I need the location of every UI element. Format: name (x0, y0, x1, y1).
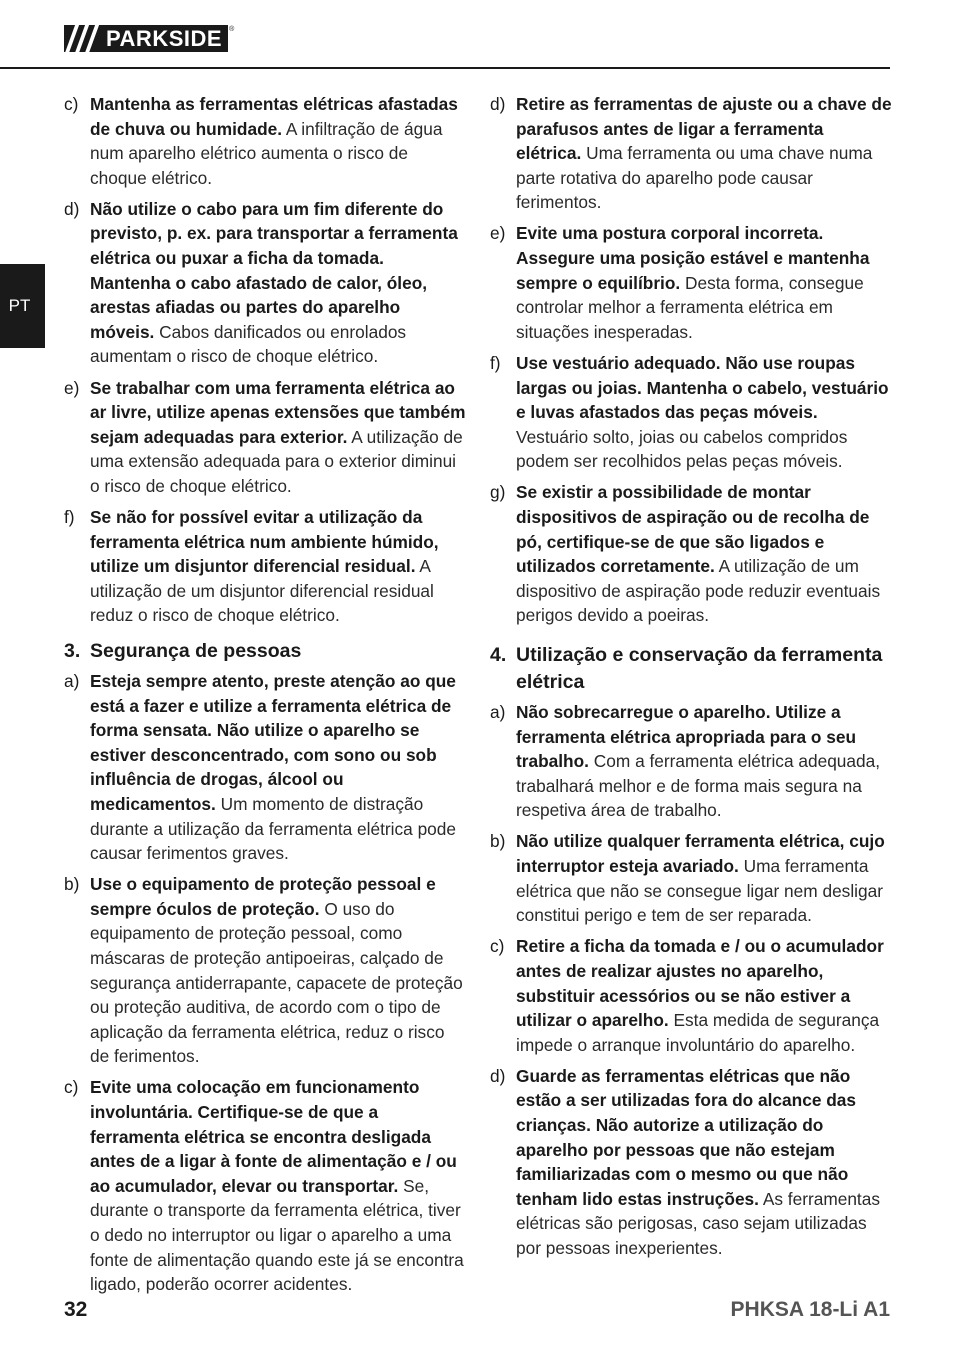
section-number: 3. (64, 639, 81, 662)
item-letter: e) (64, 377, 80, 398)
item-text (90, 1075, 466, 1296)
item-normal-text: Uma ferramenta ou uma chave numa parte rotativa do aparelho pode causar ferimentos. (516, 143, 873, 213)
item-bold-text: Retire as ferramentas de ajuste ou a chave de parafusos antes de ligar a ferramenta elétrica. (516, 94, 892, 164)
item-letter: a) (64, 670, 80, 691)
section-title: Utilização e conservação da ferramenta elétrica (516, 643, 883, 693)
item-bold-text: Não sobrecarregue o aparelho. Utilize a ferramenta elétrica apropriada para o seu trabalho. (516, 701, 857, 772)
item-text (516, 221, 892, 344)
item-letter: d) (64, 198, 80, 219)
item-letter: b) (490, 831, 506, 852)
language-tab: PT (0, 264, 45, 348)
item-bold-text: Não utilize qualquer ferramenta elétrica, cujo interruptor esteja avariado. (516, 831, 885, 877)
item-text (90, 505, 466, 628)
item-bold-text: Use vestuário adequado. Não use roupas largas ou joias. Mantenha o cabelo, vestuário e luvas afastados das peças móveis. (516, 352, 889, 423)
item-letter: a) (490, 701, 506, 722)
item-normal-text: A utilização de um disjuntor diferencial residual reduz o risco de choque elétrico. (90, 556, 434, 626)
section-number: 4. (490, 643, 507, 666)
item-bold-text: Evite uma postura corporal incorreta. Assegure uma posição estável e mantenha sempre o equilíbrio. (516, 223, 870, 293)
list-item (490, 1064, 892, 1261)
list-item (490, 829, 892, 927)
item-normal-text: O uso do equipamento de proteção pessoal, como máscaras de proteção antipoeiras, calçado de segurança antiderrapante, capacete de proteção ou proteção auditiva, de acordo com o tipo de aplicação da ferramenta elétrica, reduz o risco de ferimentos. (90, 898, 463, 1067)
page-number: 32 (64, 1298, 88, 1321)
item-normal-text: Esta medida de segurança impede o arranque involuntário do aparelho. (516, 1010, 880, 1055)
item-bold-text: Guarde as ferramentas elétricas que não estão a ser utilizadas fora do alcance das crianças. Não autorize a utilização do aparelho por pessoas que não estejam familiarizadas com o mesmo ou que não tenham lido estas instruções. (516, 1065, 857, 1209)
item-bold-text: Não utilize o cabo para um fim diferente do previsto, p. ex. para transportar a ferramenta elétrica ou puxar a ficha da tomada. Mantenha o cabo afastado de calor, óleo, arestas afiadas ou partes do aparelho móveis. (90, 198, 458, 342)
item-text (516, 480, 892, 628)
item-letter: b) (64, 874, 80, 895)
list-item (64, 505, 466, 628)
item-letter: f) (490, 352, 501, 373)
item-text (90, 376, 466, 499)
item-text (516, 829, 892, 927)
list-item (490, 221, 892, 344)
section-title: Segurança de pessoas (90, 639, 302, 662)
list-item (490, 934, 892, 1057)
item-text (516, 351, 892, 474)
item-normal-text: Um momento de distração durante a utilização da ferramenta elétrica pode causar ferimentos graves. (90, 793, 457, 864)
list-item (64, 669, 466, 866)
item-bold-text: Esteja sempre atento, preste atenção ao que está a fazer e utilize a ferramenta elétrica de forma sensata. Não utilize o aparelho se estiver desconcentrado, com sono ou sob influência de drogas, álcool ou medicamentos. (90, 670, 456, 814)
item-letter: c) (64, 94, 79, 114)
left-column (64, 92, 466, 1303)
list-item (64, 872, 466, 1069)
list-item (64, 1075, 466, 1296)
list-item (490, 92, 892, 215)
item-normal-text: As ferramentas elétricas são perigosas, caso sejam utilizadas por pessoas inexperientes. (516, 1188, 880, 1258)
list-item (490, 480, 892, 628)
item-bold-text: Se não for possível evitar a utilização da ferramenta elétrica num ambiente húmido, utilize um disjuntor diferencial residual. (90, 507, 439, 577)
item-text (516, 1064, 892, 1261)
registered-mark: ® (229, 26, 235, 33)
item-bold-text: Retire a ficha da tomada e / ou o acumulador antes de realizar ajustes no aparelho, substituir acessórios ou se não estiver a utilizar o aparelho. (516, 936, 884, 1031)
item-letter: f) (64, 507, 75, 527)
item-letter: e) (490, 223, 506, 244)
section-heading-4 (490, 642, 892, 696)
item-bold-text: Se trabalhar com uma ferramenta elétrica ao ar livre, utilize apenas extensões que também sejam adequadas para exterior. (90, 377, 466, 447)
item-letter: d) (490, 1065, 506, 1086)
item-text (90, 872, 466, 1069)
list-item (490, 700, 892, 823)
item-text (90, 669, 466, 866)
item-normal-text: Vestuário solto, joias ou cabelos compridos podem ser recolhidos pelas peças móveis. (516, 426, 848, 472)
list-item (64, 92, 466, 190)
item-text (90, 197, 466, 369)
item-text (516, 934, 892, 1057)
item-letter: c) (64, 1077, 79, 1098)
item-normal-text: Se, durante o transporte da ferramenta elétrica, tiver o dedo no interruptor ou ligar o aparelho a uma fonte de alimentação quando este já se encontra ligado, poderão ocorrer acidentes. (90, 1175, 464, 1295)
item-bold-text: Mantenha as ferramentas elétricas afastadas de chuva ou humidade. (90, 94, 458, 139)
list-item (64, 376, 466, 499)
right-column (490, 92, 892, 1267)
item-letter: g) (490, 482, 506, 503)
item-normal-text: A utilização de um dispositivo de aspiração pode reduzir eventuais perigos devido a poeiras. (516, 556, 881, 626)
item-normal-text: Com a ferramenta elétrica adequada, trabalhará melhor e de forma mais segura na respetiva área de trabalho. (516, 751, 881, 821)
item-bold-text: Use o equipamento de proteção pessoal e sempre óculos de proteção. (90, 874, 436, 919)
item-normal-text: Desta forma, consegue controlar melhor a ferramenta elétrica em situações inesperadas. (516, 272, 864, 342)
item-text (516, 700, 892, 823)
item-normal-text: A infiltração de água num aparelho elétrico aumenta o risco de choque elétrico. (90, 118, 443, 188)
item-text (516, 92, 892, 215)
list-item (490, 351, 892, 474)
header-rule (0, 67, 890, 69)
item-normal-text: A utilização de uma extensão adequada para o exterior diminui o risco de choque elétrico. (90, 426, 463, 496)
item-letter: c) (490, 936, 505, 957)
brand-logo (64, 25, 234, 52)
item-text (90, 92, 466, 190)
item-bold-text: Se existir a possibilidade de montar dispositivos de aspiração ou de recolha de pó, certifique-se de que são ligados e utilizados corretamente. (516, 482, 870, 577)
item-bold-text: Evite uma colocação em funcionamento involuntária. Certifique-se de que a ferramenta elétrica se encontra desligada antes de a ligar à fonte de alimentação e / ou ao acumulador, elevar ou transportar. (90, 1077, 457, 1196)
item-normal-text: Cabos danificados ou enrolados aumentam o risco de choque elétrico. (90, 321, 407, 367)
item-letter: d) (490, 94, 506, 114)
logo-slashes-icon (64, 25, 104, 52)
item-normal-text: Uma ferramenta elétrica que não se consegue ligar nem desligar constitui perigo e tem de ser reparada. (516, 856, 883, 926)
list-item (64, 197, 466, 369)
section-heading-3 (64, 638, 466, 665)
brand-name: PARKSIDE (104, 25, 228, 52)
model-name: PHKSA 18-Li A1 (730, 1298, 890, 1321)
